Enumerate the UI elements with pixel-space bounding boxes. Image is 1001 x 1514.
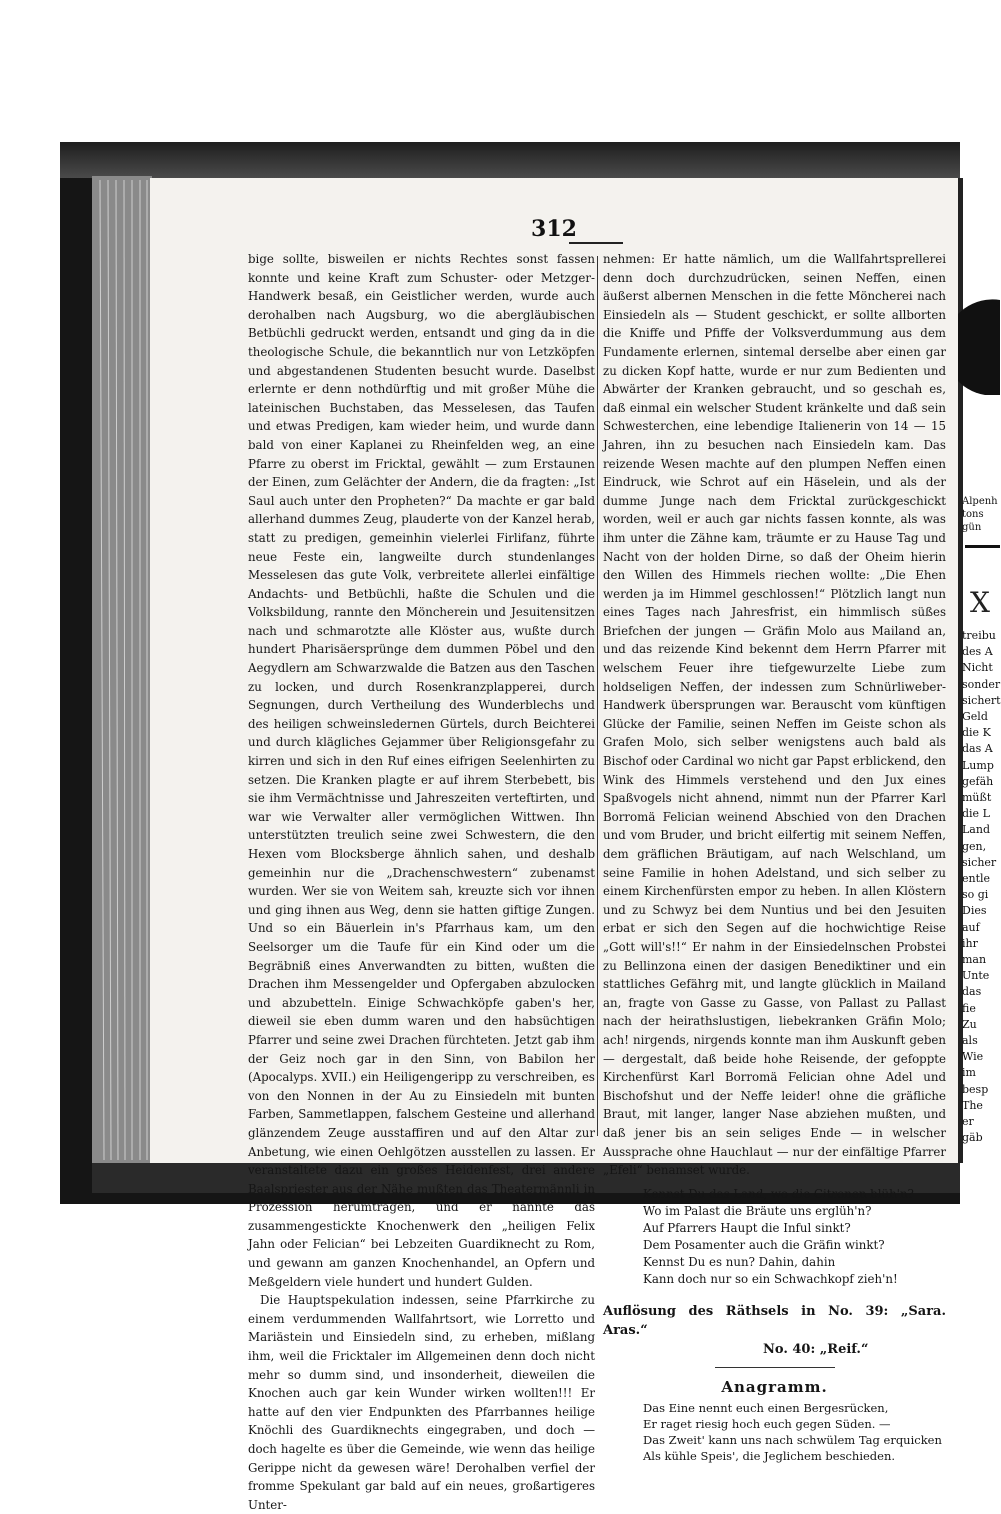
adjacent-line-fragment: The: [962, 1098, 983, 1112]
adjacent-line-fragment: sonder: [962, 677, 1001, 691]
adjacent-line-fragment: Geld: [962, 710, 988, 724]
poem-line: Dem Posamenter auch die Gräfin winkt?: [643, 1237, 885, 1252]
riddle-solution-line-2: No. 40: „Reif.“: [763, 1341, 869, 1357]
left-paragraph-1: bige sollte, bisweilen er nichts Rechtes sonst fassen konnte und keine Kraft zum Schuster- oder Metzger-Handwerk besaß, ein Geistlicher werden, wurde auch derohalben nach Augsburg, wo die abergläubischen Betbüchli gedruckt werden, entsandt und ging da in die theologische Schule, die bekanntlich nur von Letzköpfen und abgestandenen Studenten besucht wurde. Daselbst erlernte er denn nothdürftig und mit großer Mühe die lateinischen Buchstaben, das Messelesen, das Taufen und etwas Predigen, kam wieder heim, und wurde dann bald von einer Kaplanei zu Rheinfelden weg, an eine Pfarre zu oberst im Fricktal, gewählt — zum Erstaunen der Einen, zum Gelächter der Andern, die da fragten: „Ist Saul auch unter den Propheten?“ Da machte er gar bald allerhand dummes Zeug, plauderte von der Kanzel herab, statt zu predigen, gemeinhin vielerlei Firlifanz, führte neue Feste ein, langweilte durch stundenlanges Messelesen das gute Volk, verbreitete allerlei einfältige Andachts- und Betbüchli, haßte die Schulen und die Volksbildung, rannte den Möncherein und Jesuitensitzen nach und schmarotzte alle Klöster aus, wußte durch hundert Pharisäersprünge dem dummen Pöbel und den Aegydlern am Schwarzwalde die Batzen aus den Taschen zu locken, und durch Rosenkranzplapperei, durch Segnungen, durch Vertheilung des Wunderblechs und des heiligen schweinsledernen Gürtels, durch Beichterei und durch klägliches Gejammer über Religionsgefahr zu kirren und sich in den Ruf eines eifrigen Seelenhirten zu setzen. Die Kranken plagte er auf ihrem Sterbebett, bis sie ihm Vermächtnisse und Jahreszeiten verteftirten, und war wie Verwalter aller vermöglichen Wittwen. Ihn unterstützten treulich seine zwei Schwestern, die den Hexen vom Blocksberge ähnlich sahen, und deshalb gemeinhin nur die „Drachenschwestern“ zubenamst wurden. Wer sie von Weitem sah, kreuzte sich vor ihnen und ging ihnen aus Weg, denn sie hatten giftige Zungen. Und so ein Bäuerlein in's Pfarrhaus kam, um den Seelsorger um die Taufe für ein Kind oder um die Begräbniß eines Anverwandten zu bitten, wußten die Drachen ihm Messengelder und Opfergaben abzulocken und abzubetteln. Einige Schwachköpfe gaben's her, dieweil sie eben dumm waren und den habsüchtigen Pfarrer und seine zwei Drachen fürchteten. Jetzt gab ihm der Geiz noch gar in den Sinn, von Babilon her (Apocalyps. XVII.) ein Heiligengeripp zu verschreiben, es von den Nonnen in der Au zu Einsiedeln mit bunten Farben, Sammetlappen, falschem Gesteine und allerhand glänzendem Zeuge ausstaffiren und auf den Altar zur Anbetung, wie einen Oehlgötzen ausstellen zu lassen. Er veranstaltete dazu ein großes Heidenfest, drei andere Baalspriester aus der Nähe mußten das Theatermännli in Prozession herumtragen, und er nannte das zusammengestickte Knochenwerk den „heiligen Felix Jahn oder Felician“ bei Lebzeiten Guardiknecht zu Rom, und gewann am ganzen Knochenhandel, an Opfern und Meßgeldern viele hundert und hundert Gulden.: [248, 252, 595, 1289]
page: [150, 178, 958, 1512]
poem-line: Kennst Du das Land, wo die Citronen blüh'n?: [643, 1186, 914, 1201]
scan-top-shadow: [60, 142, 960, 178]
anagramm-title: Anagramm.: [721, 1377, 828, 1396]
adjacent-line-fragment: das A: [962, 742, 993, 756]
adjacent-line-fragment: sichert: [962, 693, 1001, 707]
left-paragraph-2: Die Hauptspekulation indessen, seine Pfarrkirche zu einem verdummenden Wallfahrtsort, wie Lorretto und Mariästein und Einsiedeln sind, zu erheben, mißlang ihm, weil die Fricktaler im Allgemeinen denn doch nicht mehr so dumm sind, und insonderheit, dieweilen die Knochen auch gar kein Wunder wirken wollten!!! Er hatte auf den vier Endpunkten des Pfarrbannes heilige Knöchli des Guardiknechts eingegraben, und doch — doch hagelte es über die Gemeinde, wie wenn das heilige Gerippe nicht da gewesen wäre! Derohalben verfiel der fromme Spekulant gar bald auf ein neues, großartigeres Unter-: [248, 1293, 595, 1512]
adjacent-line-fragment: ihr: [962, 936, 978, 950]
adjacent-rule: [965, 545, 1000, 548]
poem-line: Kennst Du es nun? Dahin, dahin: [643, 1254, 836, 1269]
adjacent-line-fragment: müßt: [962, 791, 992, 805]
adjacent-line-fragment: als: [962, 1034, 978, 1048]
adjacent-line-fragment: gen,: [962, 839, 987, 853]
anagramm-line: Als kühle Speis', die Jeglichem beschieden.: [643, 1449, 896, 1464]
adjacent-line-fragment: Lump: [962, 758, 994, 772]
adjacent-line-fragment: Dies: [962, 904, 987, 918]
adjacent-page-strip: [962, 628, 1000, 1148]
adjacent-line-fragment: besp: [962, 1082, 989, 1096]
adjacent-line-fragment: treibu: [962, 629, 996, 642]
adjacent-line-fragment: Land: [962, 823, 990, 837]
page-number: 312: [531, 216, 577, 242]
poem-line: Auf Pfarrers Haupt die Inful sinkt?: [643, 1220, 851, 1235]
adjacent-line-fragment: man: [962, 953, 987, 967]
left-column: [248, 250, 595, 1514]
adjacent-page-top-fragments: [962, 495, 1000, 534]
riddle-solution: [603, 1302, 946, 1359]
adjacent-line-fragment: Wie: [962, 1050, 984, 1064]
adjacent-line-fragment: im: [962, 1066, 976, 1080]
adjacent-line-fragment: so gi: [962, 888, 989, 902]
adjacent-x-mark: X: [970, 586, 990, 619]
adjacent-line-fragment: Nicht: [962, 661, 993, 675]
right-column: [603, 250, 946, 1464]
column-divider: [597, 256, 598, 1136]
poem-line: Wo im Palast die Bräute uns erglüh'n?: [643, 1203, 872, 1218]
adjacent-line-fragment: das: [962, 985, 982, 999]
adjacent-line-fragment: gefäh: [962, 774, 994, 788]
adjacent-fragment: Alpenh: [962, 496, 998, 507]
adjacent-line-fragment: auf: [962, 920, 980, 934]
adjacent-line-fragment: er: [962, 1115, 974, 1129]
adjacent-line-fragment: Unte: [962, 969, 990, 983]
adjacent-fragment: tons: [962, 509, 984, 520]
adjacent-line-fragment: die K: [962, 726, 991, 740]
anagramm-line: Das Eine nennt euch einen Bergesrücken,: [643, 1401, 889, 1416]
adjacent-line-fragment: sicher: [962, 855, 997, 869]
adjacent-line-fragment: die L: [962, 807, 990, 821]
adjacent-line-fragment: des A: [962, 645, 993, 659]
riddle-solution-line-1: Auflösung des Räthsels in No. 39: „Sara. Aras.“: [603, 1303, 946, 1338]
section-separator: [715, 1367, 835, 1368]
adjacent-fragment: gün: [962, 522, 982, 533]
right-paragraph-1: nehmen: Er hatte nämlich, um die Wallfahrtsprellerei denn doch durchzudrücken, seinen Neffen, einen äußerst albernen Menschen in die fette Möncherei nach Einsiedeln als — Student geschickt, er sollte allborten die Kniffe und Pfiffe der Volksverdummung aus dem Fundamente erlernen, sintemal derselbe aber einen gar zu dicken Kopf hatte, wurde er nur zum Bedienten und Abwärter der Kranken gebraucht, und so geschah es, daß einmal ein welscher Student kränkelte und daß sein Schwesterchen, eine lebendige Italienerin von 14 — 15 Jahren, ihn zu besuchen nach Einsiedeln kam. Das reizende Wesen machte auf den plumpen Neffen einen Eindruck, wie Schrot auf ein Häselein, und als der dumme Junge nach dem Fricktal zurückgeschickt worden, weil er auch gar nichts fassen konnte, als was ihm unter die Zähne kam, träumte er zu Hause Tag und Nacht von der holden Dirne, so daß der Oheim hierin den Willen des Himmels riechen wollte: „Die Ehen werden ja im Himmel geschlossen!“ Plötzlich langt nun eines Tages nach Jahresfrist, ein himmlisch süßes Briefchen der jungen — Gräfin Molo aus Mailand an, und das reizende Kind bekennt dem Herrn Pfarrer mit welschem Feuer ihre tiefgewurzelte Liebe zum holdseligen Neffen, der indessen zum Schnürliweber-Handwerk übersprungen war. Berauscht vom künftigen Glücke der Familie, seinen Neffen im Geiste schon als Grafen Molo, sich selber wenigstens auch bald als Bischof oder Cardinal wo nicht gar Papst erblickend, den Wink des Himmels verstehend und den Jux eines Spaßvogels nicht ahnend, nimmt nun der Pfarrer Karl Borromä Felician weinend Abschied von den Drachen und vom Bruder, und bricht eilfertig mit seinem Neffen, dem gräflichen Bräutigam, auf nach Welschland, um seine Familie in hohen Adelstand, und sich selber zu einem Kirchenfürsten empor zu heben. In allen Klöstern und zu Schwyz bei dem Nuntius und bei den Jesuiten erbat er sich den Segen auf die hochwichtige Reise „Gott will's!!“ Er nahm in der Einsiedelnschen Probstei zu Bellinzona einen der dasigen Benediktiner und ein stattliches Gefährg mit, und langte glücklich in Mailand an, fragte von Gasse zu Gasse, von Pallast zu Pallast nach der heirathslustigen, liebekranken Gräfin Molo; ach! nirgends, nirgends konnte man ihm Auskunft geben — dergestalt, daß beide hohe Reisende, der gefoppte Kirchenfürst Karl Borromä Felician ohne Adel und Bischofshut und der Neffe leider! ohne die gräfliche Braut, mit langer, langer Nase abziehen mußten, und daß jener bis an sein seliges Ende — in welscher Aussprache ohne Hauchlaut — nur der einfältige Pfarrer „Efeli“ benamset wurde.: [603, 252, 946, 1178]
anagramm-verse: [643, 1400, 946, 1464]
adjacent-line-fragment: fie: [962, 1001, 976, 1015]
adjacent-line-fragment: gäb: [962, 1131, 983, 1145]
poem-line: Kann doch nur so ein Schwachkopf zieh'n!: [643, 1271, 898, 1286]
anagramm-line: Das Zweit' kann uns nach schwülem Tag erquicken: [643, 1433, 942, 1448]
adjacent-line-fragment: Zu: [962, 1017, 977, 1031]
page-number-rule: [569, 242, 623, 244]
anagramm-line: Er raget riesig hoch euch gegen Süden. —: [643, 1417, 891, 1432]
adjacent-line-fragment: entle: [962, 872, 991, 886]
poem: [643, 1186, 946, 1288]
